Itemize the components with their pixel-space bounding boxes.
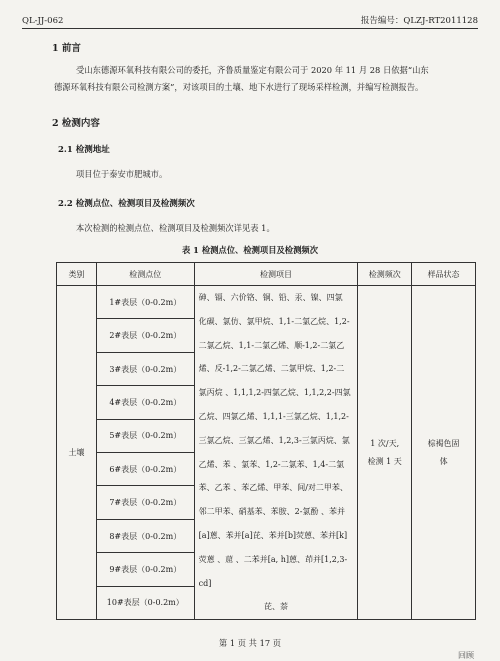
point-cell: 9#表层（0-0.2m） [96, 553, 194, 586]
items-line: 二氯乙烷、1,1-二氯乙烯、顺-1,2-二氯乙 [198, 340, 345, 350]
point-cell: 8#表层（0-0.2m） [96, 519, 194, 552]
point-cell: 7#表层（0-0.2m） [96, 486, 194, 519]
items-line: 烯、反-1,2-二氯乙烯、二氯甲烷、1,2-二 [198, 364, 345, 374]
items-line: [a]蒽、苯并[a]芘、苯并[b]荧蒽、苯并[k] [198, 530, 348, 540]
section21-heading: 2.1 检测地址 [58, 145, 110, 155]
items-line: 三氯乙烷、三氯乙烯、1,2,3-三氯丙烷、氯 [198, 435, 350, 445]
section22-heading: 2.2 检测点位、检测项目及检测频次 [58, 199, 195, 209]
items-line: 化碳、氯仿、氯甲烷、1,1-二氯乙烷、1,2- [198, 316, 350, 326]
point-cell: 6#表层（0-0.2m） [96, 453, 194, 486]
report-number: 报告编号：QLZJ-RT2011128 [360, 16, 478, 26]
section2-heading: 2 检测内容 [52, 118, 100, 129]
frequency-line: 检测 1 天 [367, 456, 402, 466]
items-line: 砷、镉、六价铬、铜、铅、汞、镍、四氯 [198, 293, 343, 302]
location-text: 项目位于泰安市肥城市。 [76, 169, 168, 179]
table-row [57, 286, 476, 319]
items-line: 乙烷、四氯乙烯、1,1,1-三氯乙烷、1,1,2- [198, 411, 349, 421]
intro-line-1: 受山东德源环氧科技有限公司的委托，齐鲁质量鉴定有限公司于 2020 年 11 月 28 日依据“山东 [76, 65, 429, 75]
col-header-category: 类别 [57, 263, 97, 286]
col-header-sample-state: 样品状态 [412, 263, 476, 286]
category-cell: 土壤 [57, 286, 97, 620]
sample-state-line: 体 [439, 456, 448, 466]
table-caption: 表 1 检测点位、检测项目及检测频次 [181, 245, 318, 255]
items-line: 芘、萘 [263, 602, 288, 612]
point-cell: 4#表层（0-0.2m） [96, 386, 194, 419]
col-header-frequency: 检测频次 [358, 263, 412, 286]
items-line: 乙烯、苯 、氯苯、1,2-二氯苯、1,4-二氯 [198, 459, 345, 469]
table-header-row [57, 263, 476, 286]
detection-table [56, 262, 476, 620]
point-cell: 1#表层（0-0.2m） [96, 286, 194, 319]
point-cell: 3#表层（0-0.2m） [96, 352, 194, 385]
section1-heading: 1 前言 [52, 43, 81, 54]
table-intro-text: 本次检测的检测点位、检测项目及检测频次详见表 1。 [76, 223, 275, 233]
items-line: 荧蒽 、䓛 、二苯并[a, h]蒽、茚并[1,2,3-cd] [198, 554, 348, 588]
doc-code: QL-JJ-062 [22, 16, 64, 26]
col-header-point: 检测点位 [96, 263, 194, 286]
point-cell: 5#表层（0-0.2m） [96, 419, 194, 452]
stamp-text: 回顾 [458, 651, 474, 660]
col-header-items: 检测项目 [194, 263, 358, 286]
items-line: 邻二甲苯、硝基苯、苯胺、2-氯酚 、苯并 [198, 507, 346, 517]
intro-line-2: 德源环氧科技有限公司检测方案”，对该项目的土壤、地下水进行了现场采样检测，并编写检测报告。 [54, 82, 424, 92]
items-cell [194, 286, 358, 620]
sample-state-cell [412, 286, 476, 620]
point-cell: 10#表层（0-0.2m） [96, 586, 194, 620]
header-divider [22, 28, 478, 29]
frequency-line: 1 次/天, [370, 438, 400, 448]
page-number: 第 1 页 共 17 页 [218, 638, 282, 648]
sample-state-line: 棕褐色固 [427, 438, 460, 448]
items-line: 氯丙烷 、1,1,1,2-四氯乙烷、1,1,2,2-四氯 [198, 388, 351, 398]
point-cell: 2#表层（0-0.2m） [96, 319, 194, 352]
frequency-cell [358, 286, 412, 620]
items-line: 苯、乙苯 、苯乙烯、甲苯、间/对二甲苯、 [198, 483, 348, 493]
